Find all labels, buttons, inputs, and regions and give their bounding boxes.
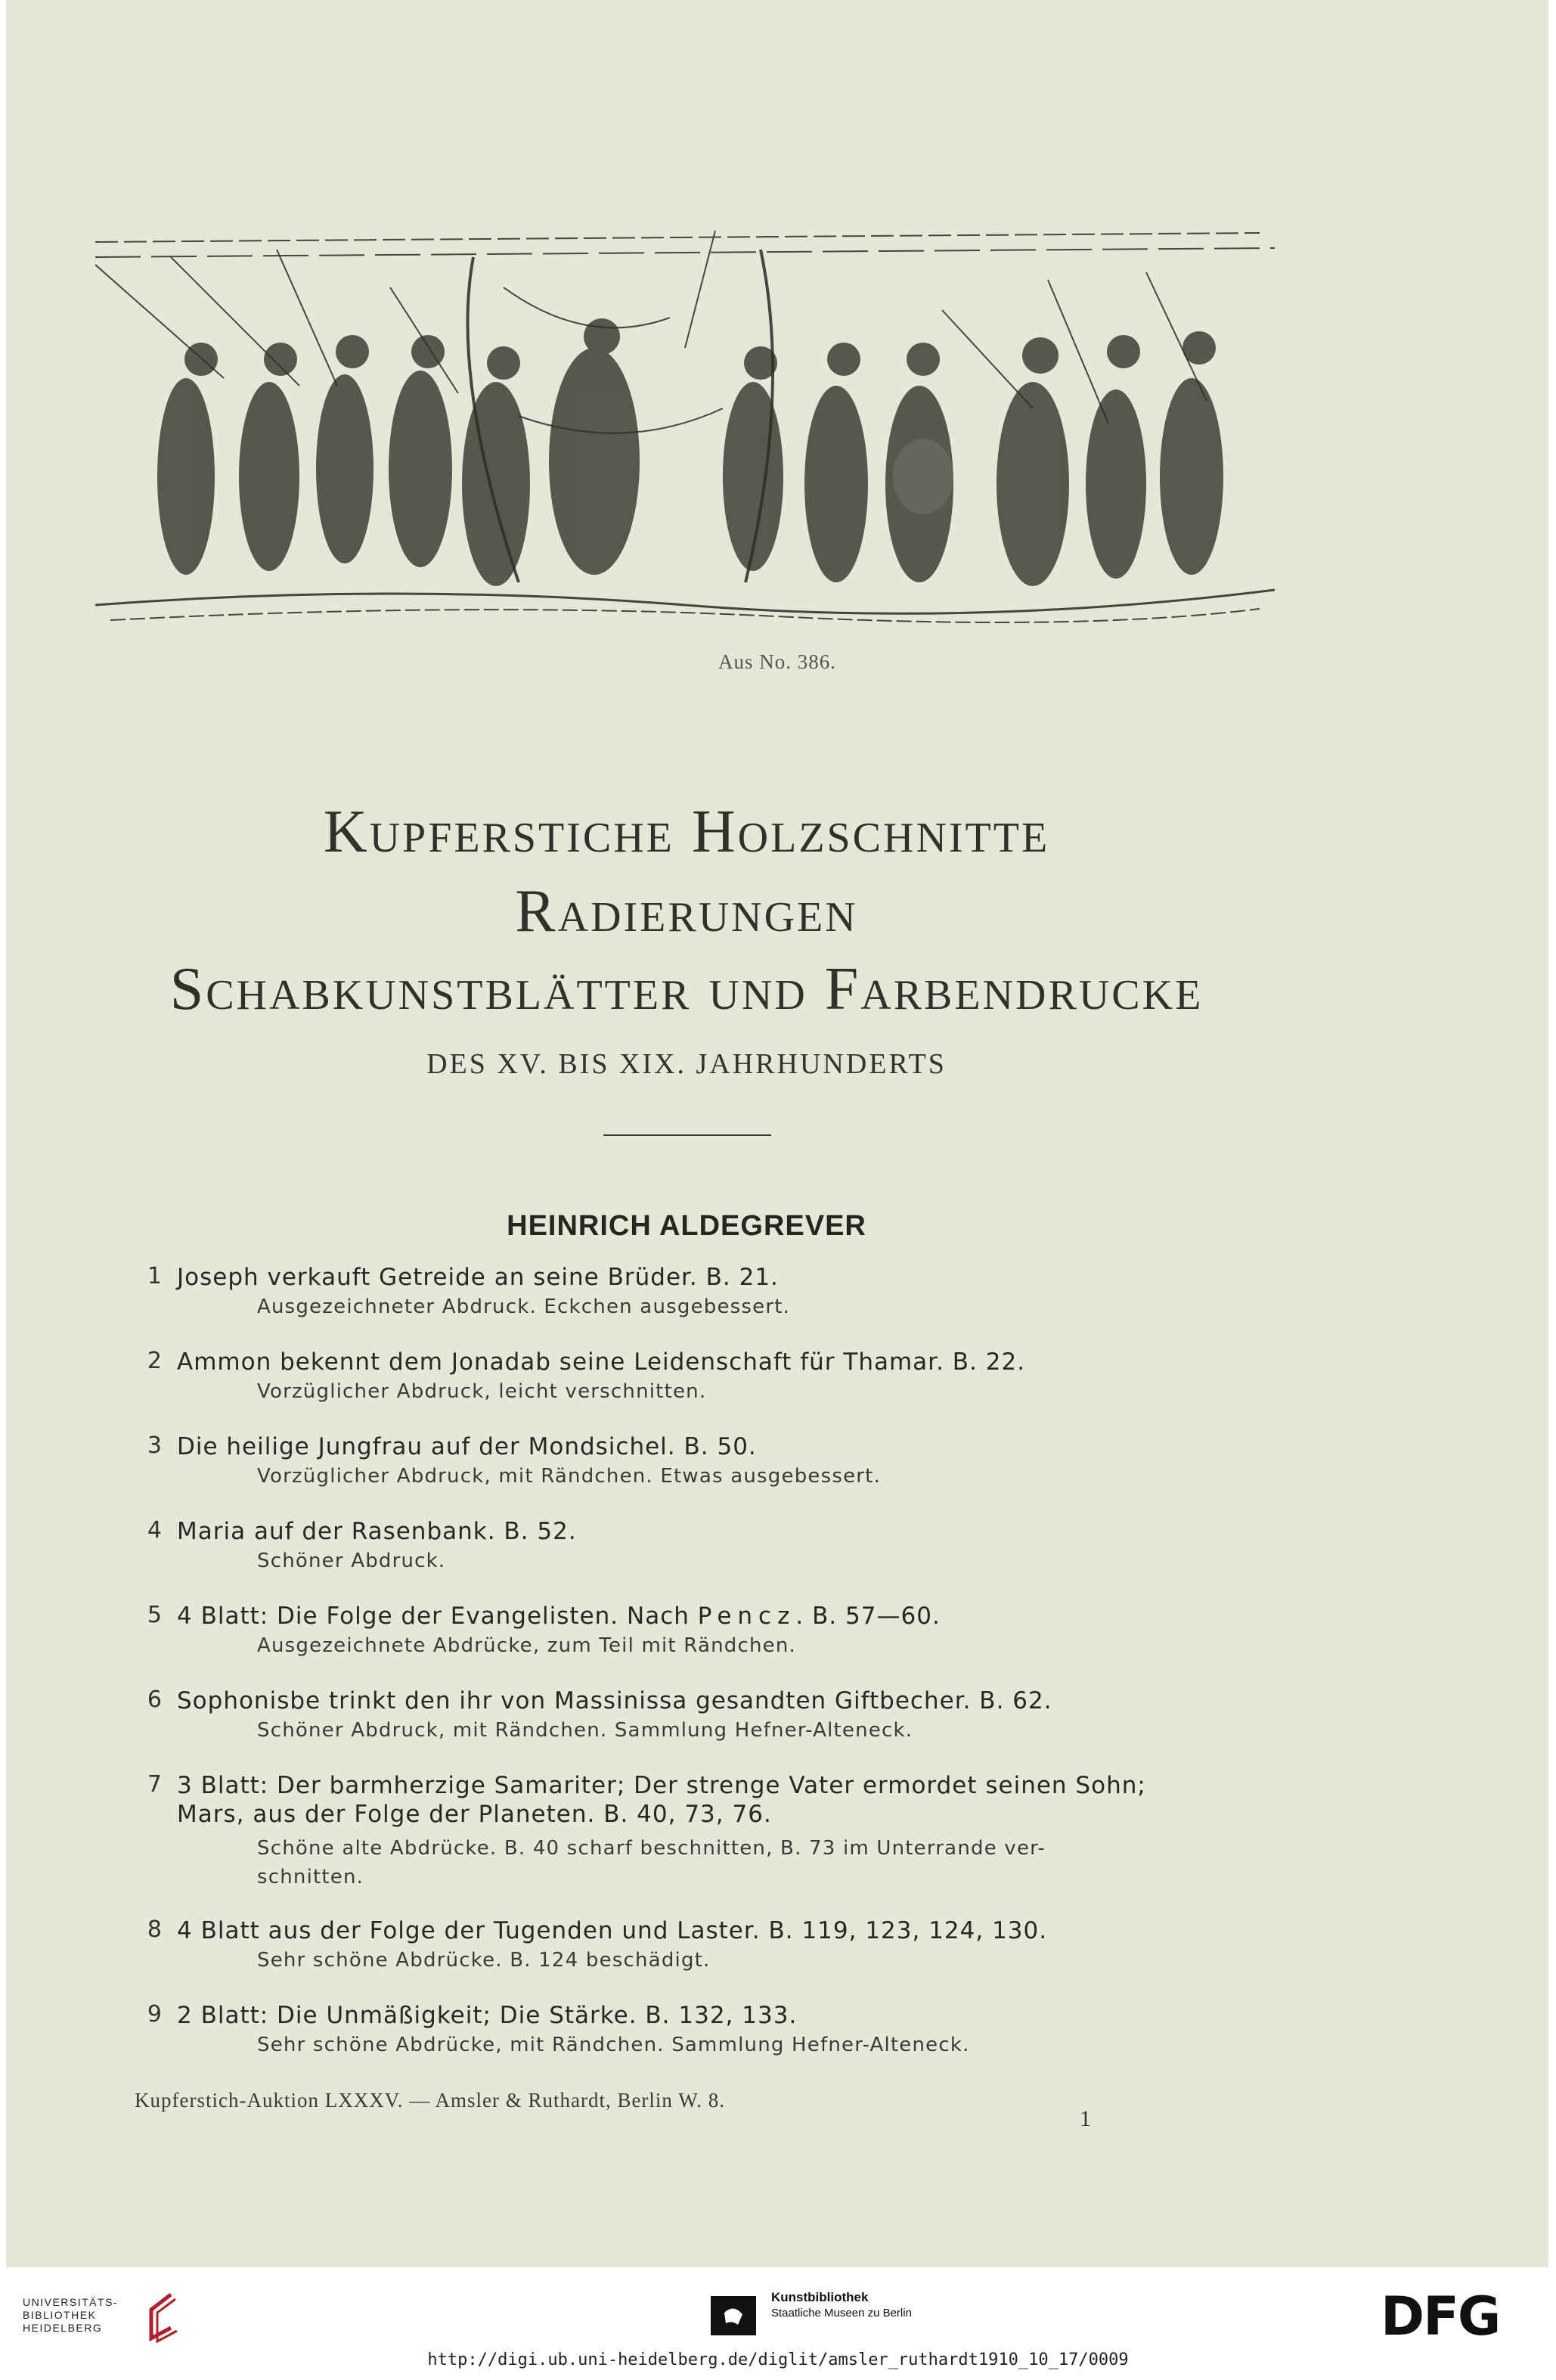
lot-note: Sehr schöne Abdrücke, mit Rändchen. Sammlung Hefner-Alteneck. [257, 2034, 970, 2056]
title-line-1: Kupferstiche Holzschnitte [323, 799, 1050, 865]
lot-number: 2 [147, 1348, 162, 1374]
lot-title: Maria auf der Rasenbank. B. 52. [177, 1518, 577, 1545]
lot-note: Sehr schöne Abdrücke. B. 124 beschädigt. [257, 1949, 711, 1972]
lot-note: Vorzüglicher Abdruck, leicht verschnitten. [257, 1380, 707, 1403]
kunstbibliothek-logo-icon [711, 2290, 756, 2335]
lot-note: Schöner Abdruck, mit Rändchen. Sammlung Hefner-Alteneck. [257, 1719, 913, 1742]
kunstbibliothek-name[interactable]: Kunstbibliothek [771, 2290, 869, 2304]
library-logo-text[interactable] [23, 2296, 136, 2335]
lot-title: Ammon bekennt dem Jonadab seine Leidenschaft für Thamar. B. 22. [177, 1348, 1026, 1376]
artist-name-spaced: Pencz [697, 1603, 796, 1630]
scanned-page [6, 0, 1548, 2267]
lot-note: Ausgezeichnete Abdrücke, zum Teil mit Rändchen. [257, 1634, 797, 1657]
lot-number: 9 [147, 2001, 162, 2028]
lot-number: 3 [147, 1432, 162, 1459]
engraving-illustration [95, 227, 1275, 628]
lot-title-continued: Mars, aus der Folge der Planeten. B. 40, 73, 76. [177, 1801, 772, 1828]
library-name-line: HEIDELBERG [23, 2322, 103, 2334]
lot-number: 8 [147, 1916, 162, 1943]
dfg-logo[interactable]: DFG [1381, 2285, 1500, 2347]
library-logo-icon [141, 2288, 186, 2349]
lot-note: Vorzüglicher Abdruck, mit Rändchen. Etwas ausgebessert. [257, 1465, 882, 1488]
lot-number: 7 [147, 1771, 162, 1798]
lot-note: Schöne alte Abdrücke. B. 40 scharf beschnitten, B. 73 im Unterrande ver- [257, 1837, 1046, 1860]
auction-imprint: Kupferstich-Auktion LXXXV. — Amsler & Ruthardt, Berlin W. 8. [135, 2089, 725, 2112]
library-name-line: BIBLIOTHEK [23, 2309, 97, 2321]
title-subtitle: DES XV. BIS XIX. JAHRHUNDERTS [426, 1048, 947, 1080]
lot-title: Die heilige Jungfrau auf der Mondsichel. B. 50. [177, 1433, 757, 1460]
permalink-url[interactable]: http://digi.ub.uni-heidelberg.de/diglit/amsler_ruthardt1910_10_17/0009 [427, 2351, 1129, 2369]
lot-title-part: . B. 57—60. [795, 1603, 941, 1630]
lot-number: 1 [147, 1263, 162, 1289]
kunstbibliothek-subtitle: Staatliche Museen zu Berlin [771, 2307, 912, 2319]
credits-bar [0, 2267, 1556, 2380]
divider-rule [603, 1134, 771, 1136]
page-number: 1 [1080, 2106, 1091, 2131]
lot-number: 4 [147, 1517, 162, 1544]
lot-title-part: 4 Blatt: Die Folge der Evangelisten. Nach [177, 1603, 698, 1630]
lot-title [177, 1602, 1243, 1631]
lot-title: 4 Blatt aus der Folge der Tugenden und Laster. B. 119, 123, 124, 130. [177, 1917, 1048, 1944]
lot-title: Sophonisbe trinkt den ihr von Massinissa gesandten Giftbecher. B. 62. [177, 1687, 1052, 1714]
lot-number: 5 [147, 1602, 162, 1628]
title-line-2: Radierungen [515, 878, 858, 945]
library-name-line: UNIVERSITÄTS- [23, 2296, 119, 2308]
lot-note: Schöner Abdruck. [257, 1550, 446, 1572]
title-line-3: Schabkunstblätter und Farbendrucke [169, 956, 1204, 1022]
lot-title: 2 Blatt: Die Unmäßigkeit; Die Stärke. B. 132, 133. [177, 2002, 798, 2029]
lot-number: 6 [147, 1686, 162, 1713]
illustration-caption: Aus No. 386. [718, 650, 836, 673]
lot-note: Ausgezeichneter Abdruck. Eckchen ausgebessert. [257, 1296, 791, 1318]
lot-note-continued: schnitten. [257, 1866, 364, 1888]
lot-title: Joseph verkauft Getreide an seine Brüder. B. 21. [177, 1264, 779, 1291]
lot-title: 3 Blatt: Der barmherzige Samariter; Der strenge Vater ermordet seinen Sohn; [177, 1772, 1146, 1799]
section-heading: HEINRICH ALDEGREVER [507, 1210, 866, 1242]
